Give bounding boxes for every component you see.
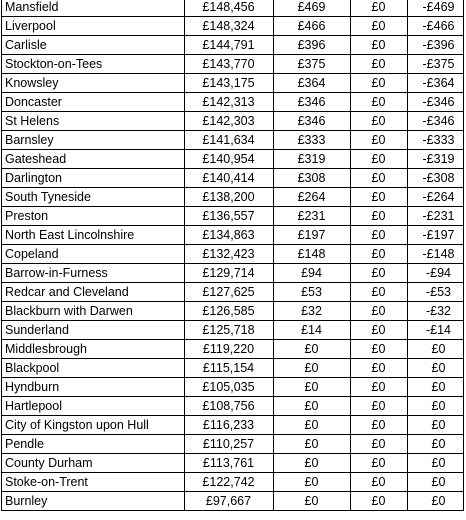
- area-name-cell[interactable]: City of Kingston upon Hull: [2, 416, 185, 435]
- amount-cell[interactable]: £94: [274, 264, 351, 283]
- table-row: [2, 378, 464, 397]
- zero-cell[interactable]: £0: [351, 226, 408, 245]
- area-name-cell[interactable]: Pendle: [2, 435, 185, 454]
- value-cell[interactable]: £115,154: [185, 359, 274, 378]
- amount-cell[interactable]: £466: [274, 17, 351, 36]
- zero-cell[interactable]: £0: [351, 302, 408, 321]
- value-cell[interactable]: £138,200: [185, 188, 274, 207]
- table-row: [2, 55, 464, 74]
- amount-cell[interactable]: £148: [274, 245, 351, 264]
- zero-cell[interactable]: £0: [351, 454, 408, 473]
- table-row: [2, 188, 464, 207]
- value-cell[interactable]: £134,863: [185, 226, 274, 245]
- table-row: [2, 264, 464, 283]
- amount-cell[interactable]: £308: [274, 169, 351, 188]
- value-cell[interactable]: £143,175: [185, 74, 274, 93]
- amount-cell[interactable]: £32: [274, 302, 351, 321]
- area-name-cell[interactable]: Sunderland: [2, 321, 185, 340]
- amount-cell[interactable]: £14: [274, 321, 351, 340]
- amount-cell[interactable]: £0: [274, 378, 351, 397]
- difference-cell[interactable]: £0: [408, 435, 464, 454]
- zero-cell[interactable]: £0: [351, 112, 408, 131]
- value-cell[interactable]: £97,667: [185, 492, 274, 511]
- table-row: [2, 245, 464, 264]
- value-cell[interactable]: £132,423: [185, 245, 274, 264]
- difference-cell[interactable]: -£364: [408, 74, 464, 93]
- table-row: [2, 93, 464, 112]
- difference-cell[interactable]: £0: [408, 492, 464, 511]
- area-name-cell[interactable]: Knowsley: [2, 74, 185, 93]
- value-cell[interactable]: £119,220: [185, 340, 274, 359]
- zero-cell[interactable]: £0: [351, 416, 408, 435]
- difference-cell[interactable]: -£148: [408, 245, 464, 264]
- table-row: [2, 283, 464, 302]
- value-cell[interactable]: £144,791: [185, 36, 274, 55]
- table-row: [2, 36, 464, 55]
- difference-cell[interactable]: £0: [408, 416, 464, 435]
- amount-cell[interactable]: £0: [274, 340, 351, 359]
- difference-cell[interactable]: -£469: [408, 0, 464, 17]
- zero-cell[interactable]: £0: [351, 264, 408, 283]
- area-name-cell[interactable]: South Tyneside: [2, 188, 185, 207]
- zero-cell[interactable]: £0: [351, 340, 408, 359]
- area-name-cell[interactable]: Barrow-in-Furness: [2, 264, 185, 283]
- difference-cell[interactable]: £0: [408, 340, 464, 359]
- difference-cell[interactable]: -£396: [408, 36, 464, 55]
- area-name-cell[interactable]: Stoke-on-Trent: [2, 473, 185, 492]
- value-cell[interactable]: £122,742: [185, 473, 274, 492]
- amount-cell[interactable]: £0: [274, 435, 351, 454]
- difference-cell[interactable]: £0: [408, 397, 464, 416]
- spreadsheet: [1, 0, 463, 511]
- difference-cell[interactable]: -£231: [408, 207, 464, 226]
- amount-cell[interactable]: £469: [274, 0, 351, 17]
- table-row: [2, 454, 464, 473]
- table-row: [2, 131, 464, 150]
- value-cell[interactable]: £148,456: [185, 0, 274, 17]
- value-cell[interactable]: £105,035: [185, 378, 274, 397]
- amount-cell[interactable]: £0: [274, 416, 351, 435]
- value-cell[interactable]: £116,233: [185, 416, 274, 435]
- table-row: [2, 397, 464, 416]
- value-cell[interactable]: £108,756: [185, 397, 274, 416]
- amount-cell[interactable]: £197: [274, 226, 351, 245]
- table-body: [2, 0, 464, 511]
- amount-cell[interactable]: £396: [274, 36, 351, 55]
- amount-cell[interactable]: £53: [274, 283, 351, 302]
- amount-cell[interactable]: £0: [274, 473, 351, 492]
- difference-cell[interactable]: -£308: [408, 169, 464, 188]
- zero-cell[interactable]: £0: [351, 93, 408, 112]
- area-name-cell[interactable]: Hyndburn: [2, 378, 185, 397]
- table-row: [2, 226, 464, 245]
- area-name-cell[interactable]: Blackburn with Darwen: [2, 302, 185, 321]
- amount-cell[interactable]: £0: [274, 359, 351, 378]
- zero-cell[interactable]: £0: [351, 378, 408, 397]
- difference-cell[interactable]: -£53: [408, 283, 464, 302]
- amount-cell[interactable]: £264: [274, 188, 351, 207]
- area-name-cell[interactable]: Hartlepool: [2, 397, 185, 416]
- difference-cell[interactable]: -£375: [408, 55, 464, 74]
- zero-cell[interactable]: £0: [351, 55, 408, 74]
- value-cell[interactable]: £127,625: [185, 283, 274, 302]
- area-name-cell[interactable]: Gateshead: [2, 150, 185, 169]
- area-name-cell[interactable]: Darlington: [2, 169, 185, 188]
- area-name-cell[interactable]: Preston: [2, 207, 185, 226]
- table-row: [2, 112, 464, 131]
- area-name-cell[interactable]: Carlisle: [2, 36, 185, 55]
- zero-cell[interactable]: £0: [351, 188, 408, 207]
- difference-cell[interactable]: -£319: [408, 150, 464, 169]
- difference-cell[interactable]: -£264: [408, 188, 464, 207]
- zero-cell[interactable]: £0: [351, 321, 408, 340]
- value-cell[interactable]: £113,761: [185, 454, 274, 473]
- zero-cell[interactable]: £0: [351, 397, 408, 416]
- zero-cell[interactable]: £0: [351, 169, 408, 188]
- table-row: [2, 150, 464, 169]
- value-cell[interactable]: £136,557: [185, 207, 274, 226]
- amount-cell[interactable]: £364: [274, 74, 351, 93]
- difference-cell[interactable]: -£14: [408, 321, 464, 340]
- amount-cell[interactable]: £375: [274, 55, 351, 74]
- value-cell[interactable]: £125,718: [185, 321, 274, 340]
- value-cell[interactable]: £126,585: [185, 302, 274, 321]
- area-name-cell[interactable]: Stockton-on-Tees: [2, 55, 185, 74]
- difference-cell[interactable]: -£346: [408, 112, 464, 131]
- value-cell[interactable]: £140,414: [185, 169, 274, 188]
- value-cell[interactable]: £148,324: [185, 17, 274, 36]
- amount-cell[interactable]: £0: [274, 454, 351, 473]
- table-row: [2, 321, 464, 340]
- table-row: [2, 492, 464, 511]
- amount-cell[interactable]: £346: [274, 112, 351, 131]
- difference-cell[interactable]: £0: [408, 473, 464, 492]
- difference-cell[interactable]: -£94: [408, 264, 464, 283]
- area-name-cell[interactable]: Middlesbrough: [2, 340, 185, 359]
- difference-cell[interactable]: -£466: [408, 17, 464, 36]
- difference-cell[interactable]: -£333: [408, 131, 464, 150]
- difference-cell[interactable]: £0: [408, 454, 464, 473]
- amount-cell[interactable]: £346: [274, 93, 351, 112]
- value-cell[interactable]: £141,634: [185, 131, 274, 150]
- area-name-cell[interactable]: Mansfield: [2, 0, 185, 17]
- difference-cell[interactable]: -£346: [408, 93, 464, 112]
- value-cell[interactable]: £140,954: [185, 150, 274, 169]
- difference-cell[interactable]: £0: [408, 359, 464, 378]
- local-authority-table: [1, 0, 464, 511]
- zero-cell[interactable]: £0: [351, 150, 408, 169]
- area-name-cell[interactable]: Barnsley: [2, 131, 185, 150]
- table-row: [2, 207, 464, 226]
- table-row: [2, 74, 464, 93]
- area-name-cell[interactable]: St Helens: [2, 112, 185, 131]
- table-row: [2, 473, 464, 492]
- amount-cell[interactable]: £333: [274, 131, 351, 150]
- zero-cell[interactable]: £0: [351, 359, 408, 378]
- zero-cell[interactable]: £0: [351, 473, 408, 492]
- area-name-cell[interactable]: Redcar and Cleveland: [2, 283, 185, 302]
- amount-cell[interactable]: £0: [274, 397, 351, 416]
- zero-cell[interactable]: £0: [351, 0, 408, 17]
- area-name-cell[interactable]: Blackpool: [2, 359, 185, 378]
- value-cell[interactable]: £129,714: [185, 264, 274, 283]
- difference-cell[interactable]: -£32: [408, 302, 464, 321]
- table-row: [2, 169, 464, 188]
- zero-cell[interactable]: £0: [351, 245, 408, 264]
- area-name-cell[interactable]: North East Lincolnshire: [2, 226, 185, 245]
- area-name-cell[interactable]: Burnley: [2, 492, 185, 511]
- value-cell[interactable]: £143,770: [185, 55, 274, 74]
- table-row: [2, 340, 464, 359]
- area-name-cell[interactable]: Doncaster: [2, 93, 185, 112]
- zero-cell[interactable]: £0: [351, 207, 408, 226]
- area-name-cell[interactable]: Liverpool: [2, 17, 185, 36]
- zero-cell[interactable]: £0: [351, 74, 408, 93]
- table-row: [2, 17, 464, 36]
- difference-cell[interactable]: -£197: [408, 226, 464, 245]
- difference-cell[interactable]: £0: [408, 378, 464, 397]
- table-row: [2, 302, 464, 321]
- table-row: [2, 416, 464, 435]
- area-name-cell[interactable]: Copeland: [2, 245, 185, 264]
- zero-cell[interactable]: £0: [351, 492, 408, 511]
- table-row: [2, 435, 464, 454]
- zero-cell[interactable]: £0: [351, 131, 408, 150]
- zero-cell[interactable]: £0: [351, 283, 408, 302]
- area-name-cell[interactable]: County Durham: [2, 454, 185, 473]
- table-row: [2, 359, 464, 378]
- zero-cell[interactable]: £0: [351, 17, 408, 36]
- amount-cell[interactable]: £0: [274, 492, 351, 511]
- table-row: [2, 0, 464, 17]
- value-cell[interactable]: £110,257: [185, 435, 274, 454]
- zero-cell[interactable]: £0: [351, 435, 408, 454]
- value-cell[interactable]: £142,313: [185, 93, 274, 112]
- amount-cell[interactable]: £319: [274, 150, 351, 169]
- amount-cell[interactable]: £231: [274, 207, 351, 226]
- zero-cell[interactable]: £0: [351, 36, 408, 55]
- value-cell[interactable]: £142,303: [185, 112, 274, 131]
